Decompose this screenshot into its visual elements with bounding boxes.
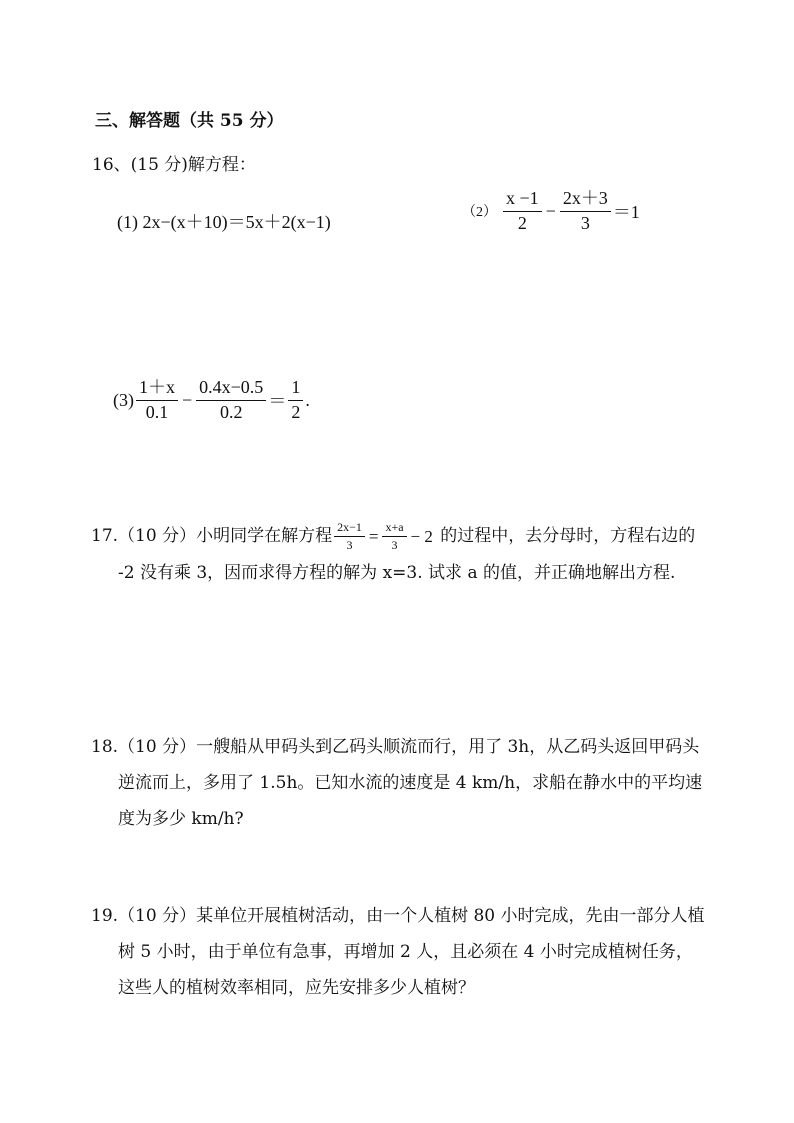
equals-sign: ＝ (268, 391, 287, 412)
fraction (560, 189, 611, 234)
denominator: 3 (391, 538, 398, 552)
numerator: 2x−1 (334, 521, 365, 537)
equation-3-label: (3) (113, 389, 134, 410)
question-19-line-3: 这些人的植树效率相同，应先安排多少人植树？ (118, 978, 475, 998)
section-title: 三、解答题（共 55 分） (95, 111, 284, 131)
question-17-line-2: -2 没有乘 3，因而求得方程的解为 x=3. 试求 a 的值，并正确地解出方程. (118, 562, 676, 583)
question-18 (91, 729, 731, 837)
fraction (288, 378, 303, 423)
equation-2 (462, 189, 640, 234)
equals-sign: = (368, 526, 379, 546)
operator: − (545, 200, 556, 221)
tail-term: − 2 (410, 526, 433, 546)
numerator: 1 (288, 378, 303, 401)
period: . (305, 389, 310, 410)
operator: − (182, 389, 193, 410)
equation-1: (1) 2x−(x＋10)＝5x＋2(x−1) (117, 212, 331, 232)
equation-3 (113, 378, 310, 423)
denominator: 0.2 (219, 401, 243, 422)
fraction (196, 378, 266, 423)
denominator: 2 (517, 212, 527, 233)
question-17-line-1 (91, 518, 731, 555)
question-17-prefix: 17.（10 分）小明同学在解方程 (91, 526, 333, 546)
question-19-line-1: 19.（10 分）某单位开展植树活动，由一个人植树 80 小时完成，先由一部分人植 (91, 906, 705, 926)
question-19 (91, 898, 731, 1006)
equation-2-label: （2） (462, 205, 497, 221)
denominator: 2 (291, 401, 301, 422)
numerator: x+a (382, 521, 406, 537)
question-17-suffix: 的过程中，去分母时，方程右边的 (434, 526, 696, 546)
fraction (382, 521, 406, 552)
denominator: 0.1 (145, 401, 169, 422)
question-19-line-2: 树 5 小时，由于单位有急事，再增加 2 人，且必须在 4 小时完成植树任务， (118, 942, 693, 962)
rhs: ＝1 (612, 202, 640, 223)
denominator: 3 (346, 538, 353, 552)
question-16-header: 16、(15 分)解方程： (92, 155, 256, 175)
question-18-line-3: 度为多少 km/h? (118, 809, 244, 829)
question-17 (91, 518, 731, 591)
fraction (136, 378, 178, 423)
question-18-line-2: 逆流而上，多用了 1.5h。已知水流的速度是 4 km/h，求船在静水中的平均速 (118, 773, 703, 793)
numerator: x −1 (503, 189, 542, 212)
fraction (503, 189, 542, 234)
fraction (334, 521, 365, 552)
numerator: 0.4x−0.5 (196, 378, 266, 401)
question-18-line-1: 18.（10 分）一艘船从甲码头到乙码头顺流而行，用了 3h，从乙码头返回甲码头 (91, 737, 700, 757)
numerator: 2x＋3 (560, 189, 611, 212)
numerator: 1＋x (136, 378, 178, 401)
inline-equation (332, 519, 435, 555)
denominator: 3 (580, 212, 590, 233)
